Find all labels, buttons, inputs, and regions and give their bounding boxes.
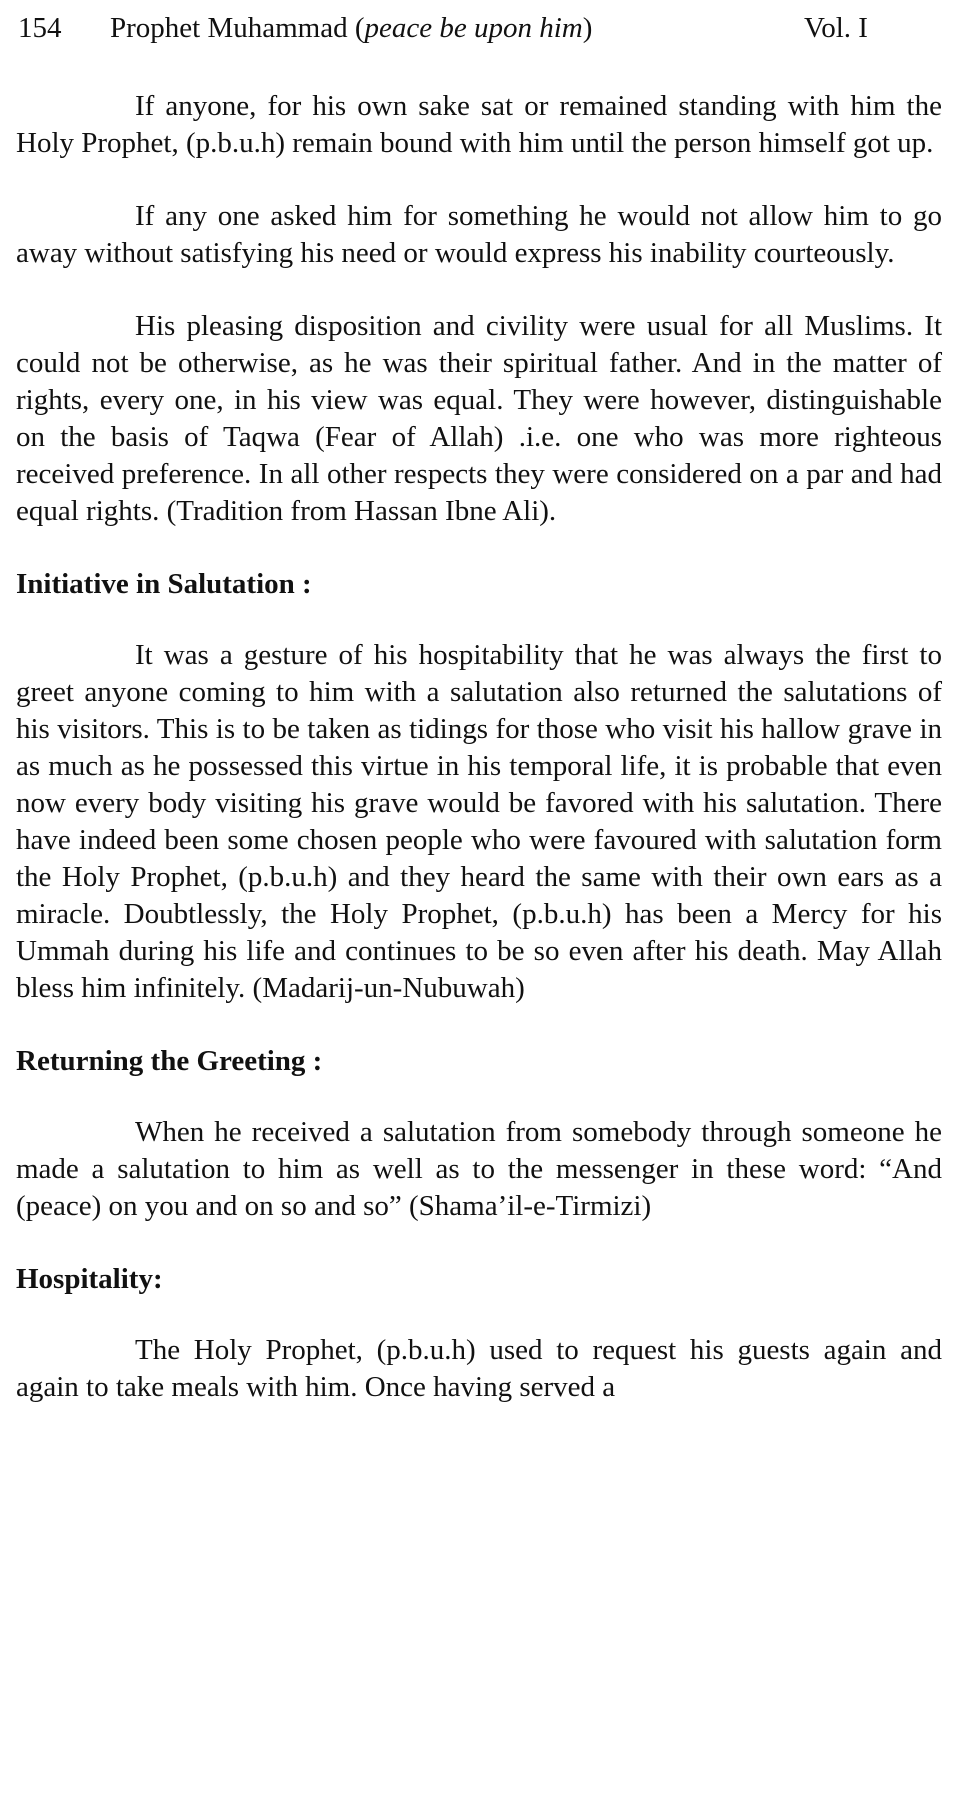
paragraph-greeting: When he received a salutation from somebody through someone he made a salutation to him as well as to the messenger in these word: “And (peace) on you and on so and so” (Shama’il-e-Tirmizi) <box>16 1116 942 1222</box>
page-header <box>18 8 888 48</box>
book-title-close: ) <box>582 12 593 44</box>
paragraph-disposition: His pleasing disposition and civility were usual for all Muslims. It could not be otherwise, as he was their spiritual father. And in the matter of rights, every one, in his view was equal. They were however, distinguishable on the basis of Taqwa (Fear of Allah) .i.e. one who was more righteous received preference. In all other respects they were considered on a par and had equal rights. (Tradition from Hassan Ibne Ali). <box>16 310 942 527</box>
book-title-main: Prophet Muhammad ( <box>110 12 365 44</box>
heading-returning-the-greeting: Returning the Greeting : <box>16 1045 323 1077</box>
page-body <box>16 88 942 1406</box>
paragraph-hospitality: The Holy Prophet, (p.b.u.h) used to request his guests again and again to take meals with him. Once having served a <box>16 1334 942 1403</box>
book-title-italic: peace be upon him <box>364 12 583 44</box>
paragraph-standing: If anyone, for his own sake sat or remained standing with him the Holy Prophet, (p.b.u.h) remain bound with him until the person himself got up. <box>16 90 942 159</box>
heading-hospitality: Hospitality: <box>16 1263 163 1295</box>
volume-label: Vol. I <box>804 12 868 44</box>
paragraph-salutation: It was a gesture of his hospitability that he was always the first to greet anyone coming to him with a salutation also returned the salutations of his visitors. This is to be taken as tidings for those who visit his hallow grave in as much as he possessed this virtue in his temporal life, it is probable that even now every body visiting his grave would be favored with his salutation. There have indeed been some chosen people who were favoured with salutation form the Holy Prophet, (p.b.u.h) and they heard the same with their own ears as a miracle. Doubtlessly, the Holy Prophet, (p.b.u.h) has been a Mercy for his Ummah during his life and continues to be so even after his death. May Allah bless him infinitely. (Madarij-un-Nubuwah) <box>16 639 942 1004</box>
book-title <box>110 8 592 48</box>
page-number: 154 <box>18 12 62 44</box>
heading-initiative-in-salutation: Initiative in Salutation : <box>16 568 312 600</box>
paragraph-requests: If any one asked him for something he would not allow him to go away without satisfying his need or would express his inability courteously. <box>16 200 942 269</box>
